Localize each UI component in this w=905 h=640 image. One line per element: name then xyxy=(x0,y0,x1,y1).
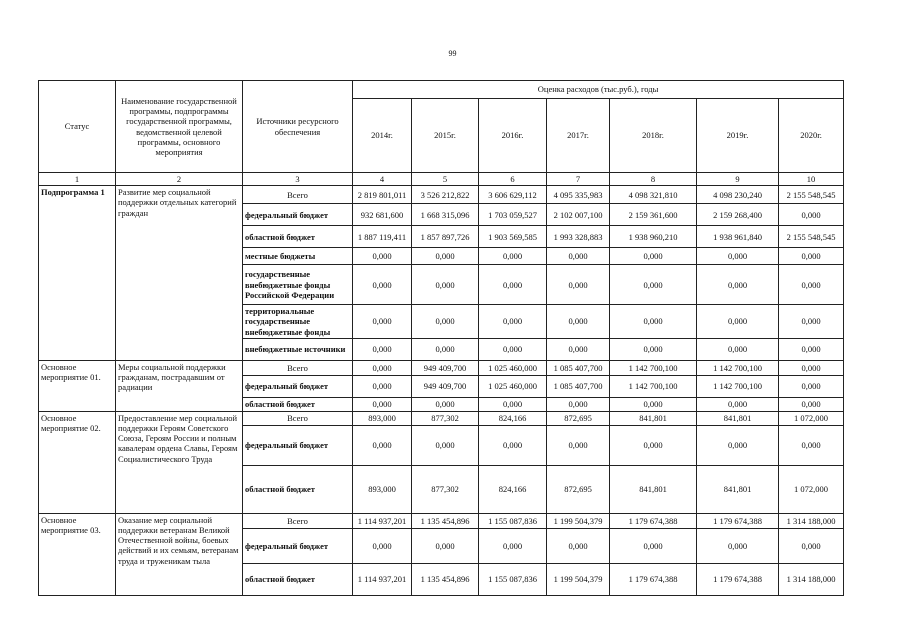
amount-cell: 4 098 321,810 xyxy=(610,186,697,204)
header-name: Наименование государственной программы, подпрограммы государственной программы, ведомственной целевой программы, основного мероприятия xyxy=(116,81,243,173)
amount-cell: 877,302 xyxy=(412,411,479,425)
amount-cell: 0,000 xyxy=(412,305,479,339)
header-year: 2019г. xyxy=(697,99,779,173)
amount-cell: 1 155 087,836 xyxy=(479,513,547,528)
column-number: 3 xyxy=(243,173,353,186)
amount-cell: 0,000 xyxy=(412,397,479,411)
funding-source-cell: федеральный бюджет xyxy=(243,528,353,563)
amount-cell: 3 606 629,112 xyxy=(479,186,547,204)
amount-cell: 0,000 xyxy=(479,528,547,563)
amount-cell: 0,000 xyxy=(697,305,779,339)
amount-cell: 4 098 230,240 xyxy=(697,186,779,204)
amount-cell: 0,000 xyxy=(610,528,697,563)
amount-cell: 0,000 xyxy=(779,204,844,226)
status-cell: Основное мероприятие 01. xyxy=(39,360,116,411)
amount-cell: 1 135 454,896 xyxy=(412,563,479,595)
amount-cell: 0,000 xyxy=(779,425,844,465)
header-year: 2018г. xyxy=(610,99,697,173)
amount-cell: 0,000 xyxy=(610,265,697,305)
amount-cell: 1 114 937,201 xyxy=(353,563,412,595)
amount-cell: 2 155 548,545 xyxy=(779,186,844,204)
amount-cell: 1 072,000 xyxy=(779,411,844,425)
amount-cell: 0,000 xyxy=(353,360,412,375)
amount-cell: 1 085 407,700 xyxy=(547,360,610,375)
amount-cell: 841,801 xyxy=(610,465,697,513)
header-year: 2015г. xyxy=(412,99,479,173)
amount-cell: 0,000 xyxy=(353,305,412,339)
amount-cell: 0,000 xyxy=(547,265,610,305)
amount-cell: 0,000 xyxy=(779,265,844,305)
column-number: 7 xyxy=(547,173,610,186)
amount-cell: 841,801 xyxy=(697,411,779,425)
funding-source-cell: территориальные государственные внебюджетные фонды xyxy=(243,305,353,339)
amount-cell: 877,302 xyxy=(412,465,479,513)
amount-cell: 2 159 361,600 xyxy=(610,204,697,226)
header-estimate: Оценка расходов (тыс.руб.), годы xyxy=(353,81,844,99)
amount-cell: 0,000 xyxy=(412,338,479,360)
amount-cell: 0,000 xyxy=(610,305,697,339)
amount-cell: 0,000 xyxy=(697,425,779,465)
table-row xyxy=(39,513,844,528)
column-number: 5 xyxy=(412,173,479,186)
amount-cell: 1 938 961,840 xyxy=(697,226,779,248)
amount-cell: 1 179 674,388 xyxy=(697,563,779,595)
amount-cell: 0,000 xyxy=(353,425,412,465)
amount-cell: 0,000 xyxy=(547,305,610,339)
amount-cell: 1 199 504,379 xyxy=(547,563,610,595)
amount-cell: 1 179 674,388 xyxy=(610,563,697,595)
amount-cell: 1 142 700,100 xyxy=(610,375,697,397)
amount-cell: 4 095 335,983 xyxy=(547,186,610,204)
amount-cell: 0,000 xyxy=(412,248,479,265)
funding-source-cell: внебюджетные источники xyxy=(243,338,353,360)
amount-cell: 0,000 xyxy=(479,265,547,305)
amount-cell: 0,000 xyxy=(779,375,844,397)
funding-source-cell: федеральный бюджет xyxy=(243,204,353,226)
amount-cell: 1 993 328,883 xyxy=(547,226,610,248)
funding-source-cell: местные бюджеты xyxy=(243,248,353,265)
amount-cell: 2 102 007,100 xyxy=(547,204,610,226)
amount-cell: 1 314 188,000 xyxy=(779,563,844,595)
funding-source-cell: Всего xyxy=(243,186,353,204)
amount-cell: 1 314 188,000 xyxy=(779,513,844,528)
budget-table xyxy=(38,80,844,596)
column-number: 8 xyxy=(610,173,697,186)
amount-cell: 1 857 897,726 xyxy=(412,226,479,248)
amount-cell: 1 072,000 xyxy=(779,465,844,513)
amount-cell: 0,000 xyxy=(779,338,844,360)
amount-cell: 1 025 460,000 xyxy=(479,360,547,375)
amount-cell: 0,000 xyxy=(779,528,844,563)
funding-source-cell: федеральный бюджет xyxy=(243,375,353,397)
amount-cell: 893,000 xyxy=(353,465,412,513)
table-body xyxy=(39,186,844,596)
column-number: 1 xyxy=(39,173,116,186)
amount-cell: 0,000 xyxy=(353,397,412,411)
column-number: 10 xyxy=(779,173,844,186)
amount-cell: 0,000 xyxy=(353,375,412,397)
program-name-cell: Предоставление мер социальной поддержки Героям Советского Союза, Героям России и полным кавалерам ордена Славы, Героям Социалистического Труда xyxy=(116,411,243,513)
amount-cell: 1 887 119,411 xyxy=(353,226,412,248)
header-year: 2016г. xyxy=(479,99,547,173)
amount-cell: 0,000 xyxy=(610,248,697,265)
amount-cell: 0,000 xyxy=(479,338,547,360)
amount-cell: 0,000 xyxy=(479,248,547,265)
amount-cell: 0,000 xyxy=(353,248,412,265)
amount-cell: 2 819 801,011 xyxy=(353,186,412,204)
amount-cell: 0,000 xyxy=(697,248,779,265)
amount-cell: 0,000 xyxy=(697,338,779,360)
amount-cell: 0,000 xyxy=(353,338,412,360)
column-number: 4 xyxy=(353,173,412,186)
amount-cell: 841,801 xyxy=(697,465,779,513)
amount-cell: 1 179 674,388 xyxy=(697,513,779,528)
amount-cell: 1 025 460,000 xyxy=(479,375,547,397)
amount-cell: 0,000 xyxy=(779,397,844,411)
table-row xyxy=(39,186,844,204)
amount-cell: 0,000 xyxy=(697,397,779,411)
amount-cell: 1 703 059,527 xyxy=(479,204,547,226)
amount-cell: 3 526 212,822 xyxy=(412,186,479,204)
amount-cell: 1 199 504,379 xyxy=(547,513,610,528)
funding-source-cell: Всего xyxy=(243,360,353,375)
funding-source-cell: областной бюджет xyxy=(243,563,353,595)
amount-cell: 0,000 xyxy=(412,265,479,305)
header-status: Статус xyxy=(39,81,116,173)
amount-cell: 0,000 xyxy=(547,528,610,563)
status-cell: Основное мероприятие 03. xyxy=(39,513,116,595)
table-row xyxy=(39,360,844,375)
amount-cell: 1 155 087,836 xyxy=(479,563,547,595)
funding-source-cell: областной бюджет xyxy=(243,465,353,513)
amount-cell: 1 938 960,210 xyxy=(610,226,697,248)
amount-cell: 893,000 xyxy=(353,411,412,425)
amount-cell: 0,000 xyxy=(547,338,610,360)
header-sources: Источники ресурсного обеспечения xyxy=(243,81,353,173)
amount-cell: 0,000 xyxy=(697,528,779,563)
amount-cell: 1 179 674,388 xyxy=(610,513,697,528)
amount-cell: 0,000 xyxy=(547,248,610,265)
amount-cell: 0,000 xyxy=(610,397,697,411)
amount-cell: 0,000 xyxy=(547,425,610,465)
amount-cell: 949 409,700 xyxy=(412,375,479,397)
header-year: 2020г. xyxy=(779,99,844,173)
status-cell: Основное мероприятие 02. xyxy=(39,411,116,513)
table-row xyxy=(39,411,844,425)
amount-cell: 824,166 xyxy=(479,411,547,425)
funding-source-cell: Всего xyxy=(243,513,353,528)
amount-cell: 1 903 569,585 xyxy=(479,226,547,248)
page-number: 99 xyxy=(448,49,457,58)
funding-source-cell: федеральный бюджет xyxy=(243,425,353,465)
amount-cell: 1 085 407,700 xyxy=(547,375,610,397)
amount-cell: 841,801 xyxy=(610,411,697,425)
program-name-cell: Оказание мер социальной поддержки ветеранам Великой Отечественной войны, боевых действий и их семьям, ветеранам труда и труженикам тыла xyxy=(116,513,243,595)
column-number: 6 xyxy=(479,173,547,186)
amount-cell: 1 142 700,100 xyxy=(697,375,779,397)
column-number: 2 xyxy=(116,173,243,186)
status-cell: Подпрограмма 1 xyxy=(39,186,116,361)
amount-cell: 0,000 xyxy=(353,528,412,563)
funding-source-cell: Всего xyxy=(243,411,353,425)
amount-cell: 0,000 xyxy=(479,425,547,465)
amount-cell: 0,000 xyxy=(547,397,610,411)
amount-cell: 872,695 xyxy=(547,465,610,513)
amount-cell: 2 159 268,400 xyxy=(697,204,779,226)
funding-source-cell: государственные внебюджетные фонды Российской Федерации xyxy=(243,265,353,305)
header-year: 2017г. xyxy=(547,99,610,173)
amount-cell: 0,000 xyxy=(779,248,844,265)
amount-cell: 0,000 xyxy=(353,265,412,305)
header-year: 2014г. xyxy=(353,99,412,173)
amount-cell: 949 409,700 xyxy=(412,360,479,375)
amount-cell: 0,000 xyxy=(412,425,479,465)
funding-source-cell: областной бюджет xyxy=(243,397,353,411)
program-name-cell: Меры социальной поддержки гражданам, пострадавшим от радиации xyxy=(116,360,243,411)
amount-cell: 2 155 548,545 xyxy=(779,226,844,248)
amount-cell: 1 668 315,096 xyxy=(412,204,479,226)
amount-cell: 0,000 xyxy=(779,360,844,375)
funding-source-cell: областной бюджет xyxy=(243,226,353,248)
amount-cell: 1 142 700,100 xyxy=(610,360,697,375)
amount-cell: 0,000 xyxy=(479,305,547,339)
amount-cell: 1 142 700,100 xyxy=(697,360,779,375)
amount-cell: 0,000 xyxy=(610,338,697,360)
amount-cell: 0,000 xyxy=(610,425,697,465)
amount-cell: 932 681,600 xyxy=(353,204,412,226)
amount-cell: 872,695 xyxy=(547,411,610,425)
program-name-cell: Развитие мер социальной поддержки отдельных категорий граждан xyxy=(116,186,243,361)
amount-cell: 1 135 454,896 xyxy=(412,513,479,528)
amount-cell: 824,166 xyxy=(479,465,547,513)
amount-cell: 0,000 xyxy=(412,528,479,563)
amount-cell: 0,000 xyxy=(779,305,844,339)
column-number: 9 xyxy=(697,173,779,186)
amount-cell: 0,000 xyxy=(479,397,547,411)
amount-cell: 1 114 937,201 xyxy=(353,513,412,528)
amount-cell: 0,000 xyxy=(697,265,779,305)
